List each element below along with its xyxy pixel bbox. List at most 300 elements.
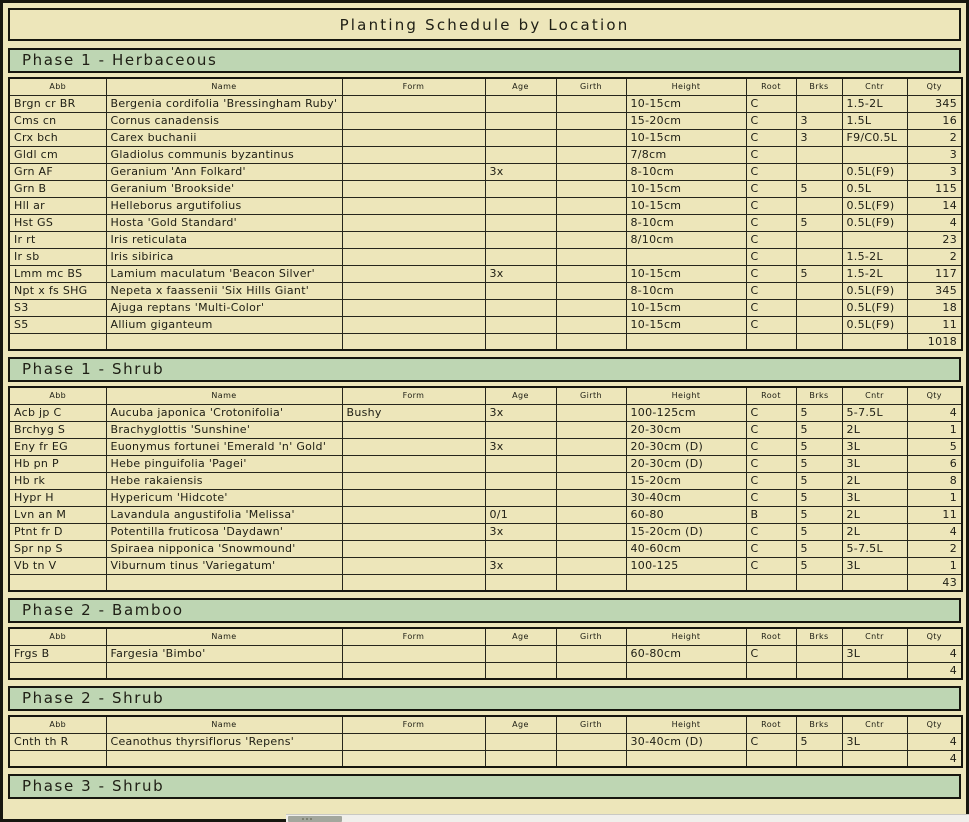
table-cell-root: C	[746, 146, 796, 163]
column-header-height: Height	[626, 387, 746, 404]
table-cell-abb: Grn AF	[9, 163, 106, 180]
table-cell-name: Lavandula angustifolia 'Melissa'	[106, 506, 342, 523]
table-cell-form	[342, 129, 485, 146]
table-cell-cntr: 0.5L(F9)	[842, 282, 907, 299]
table-cell-name: Gladiolus communis byzantinus	[106, 146, 342, 163]
table-cell-empty	[106, 333, 342, 350]
table-cell-empty	[9, 662, 106, 679]
table-cell-empty	[796, 750, 842, 767]
table-cell-form	[342, 455, 485, 472]
table-cell-abb: Acb jp C	[9, 404, 106, 421]
table-row	[9, 404, 962, 421]
column-header-cntr: Cntr	[842, 716, 907, 733]
column-header-root: Root	[746, 78, 796, 95]
table-cell-cntr: 3L	[842, 438, 907, 455]
table-cell-age: 3x	[485, 438, 556, 455]
column-header-girth: Girth	[556, 716, 626, 733]
table-cell-root: C	[746, 316, 796, 333]
table-cell-empty	[342, 662, 485, 679]
table-cell-girth	[556, 180, 626, 197]
section-header-phase-2-bamboo: Phase 2 - Bamboo	[8, 598, 961, 623]
table-cell-cntr: 0.5L(F9)	[842, 299, 907, 316]
table-cell-age	[485, 180, 556, 197]
table-cell-girth	[556, 455, 626, 472]
table-cell-empty	[485, 750, 556, 767]
table-cell-root: C	[746, 438, 796, 455]
table-cell-girth	[556, 733, 626, 750]
schedule-table-phase-1-shrub	[8, 386, 963, 592]
table-row	[9, 112, 962, 129]
table-cell-root: C	[746, 95, 796, 112]
table-cell-name: Geranium 'Ann Folkard'	[106, 163, 342, 180]
table-cell-age	[485, 733, 556, 750]
schedule-table-phase-2-shrub	[8, 715, 963, 768]
table-cell-qty: 117	[907, 265, 962, 282]
table-row	[9, 645, 962, 662]
column-header-girth: Girth	[556, 78, 626, 95]
table-cell-empty	[746, 574, 796, 591]
table-cell-height: 20-30cm	[626, 421, 746, 438]
table-cell-height: 15-20cm (D)	[626, 523, 746, 540]
table-cell-empty	[9, 333, 106, 350]
table-cell-name: Spiraea nipponica 'Snowmound'	[106, 540, 342, 557]
table-cell-abb: Brchyg S	[9, 421, 106, 438]
table-cell-girth	[556, 404, 626, 421]
table-cell-form	[342, 523, 485, 540]
table-row	[9, 557, 962, 574]
table-cell-girth	[556, 214, 626, 231]
column-header-row	[9, 628, 962, 645]
table-cell-girth	[556, 506, 626, 523]
page-title	[8, 8, 961, 41]
table-cell-root: C	[746, 129, 796, 146]
table-cell-name: Aucuba japonica 'Crotonifolia'	[106, 404, 342, 421]
table-cell-height: 10-15cm	[626, 197, 746, 214]
table-row	[9, 129, 962, 146]
table-cell-cntr	[842, 146, 907, 163]
table-cell-cntr: 2L	[842, 421, 907, 438]
table-cell-qty: 4	[907, 404, 962, 421]
column-header-abb: Abb	[9, 387, 106, 404]
table-cell-cntr: F9/C0.5L	[842, 129, 907, 146]
table-cell-root: C	[746, 299, 796, 316]
column-header-cntr: Cntr	[842, 628, 907, 645]
table-cell-empty	[106, 750, 342, 767]
scrollbar-grip-icon	[302, 818, 314, 820]
table-cell-girth	[556, 265, 626, 282]
table-cell-brks: 5	[796, 214, 842, 231]
table-cell-age	[485, 540, 556, 557]
table-cell-height: 8-10cm	[626, 282, 746, 299]
table-cell-girth	[556, 112, 626, 129]
table-cell-root: C	[746, 163, 796, 180]
page-title-text: Planting Schedule by Location	[339, 15, 630, 34]
table-cell-empty	[746, 662, 796, 679]
column-header-height: Height	[626, 78, 746, 95]
table-cell-height: 10-15cm	[626, 95, 746, 112]
table-cell-name: Iris sibirica	[106, 248, 342, 265]
table-cell-qty: 2	[907, 540, 962, 557]
column-header-abb: Abb	[9, 716, 106, 733]
table-cell-qty: 4	[907, 214, 962, 231]
table-cell-abb: S5	[9, 316, 106, 333]
table-cell-cntr: 1.5-2L	[842, 95, 907, 112]
table-row	[9, 506, 962, 523]
table-cell-age	[485, 197, 556, 214]
table-cell-cntr: 3L	[842, 645, 907, 662]
table-cell-height: 10-15cm	[626, 265, 746, 282]
column-header-form: Form	[342, 387, 485, 404]
table-cell-brks	[796, 95, 842, 112]
table-cell-qty: 2	[907, 129, 962, 146]
table-cell-empty	[796, 662, 842, 679]
table-cell-height: 8/10cm	[626, 231, 746, 248]
table-cell-girth	[556, 95, 626, 112]
table-cell-height: 20-30cm (D)	[626, 455, 746, 472]
table-cell-cntr: 0.5L(F9)	[842, 316, 907, 333]
table-cell-empty	[626, 750, 746, 767]
table-cell-age	[485, 129, 556, 146]
table-cell-form	[342, 645, 485, 662]
table-cell-height: 7/8cm	[626, 146, 746, 163]
table-cell-empty	[626, 574, 746, 591]
table-cell-empty	[485, 333, 556, 350]
table-cell-age: 3x	[485, 163, 556, 180]
column-header-name: Name	[106, 387, 342, 404]
column-header-girth: Girth	[556, 628, 626, 645]
table-cell-qty: 6	[907, 455, 962, 472]
table-cell-name: Ajuga reptans 'Multi-Color'	[106, 299, 342, 316]
table-cell-girth	[556, 438, 626, 455]
table-cell-root: C	[746, 265, 796, 282]
table-cell-height: 10-15cm	[626, 129, 746, 146]
table-cell-age	[485, 299, 556, 316]
table-cell-root: C	[746, 489, 796, 506]
table-cell-qty: 14	[907, 197, 962, 214]
table-cell-cntr: 1.5-2L	[842, 265, 907, 282]
table-cell-root: C	[746, 645, 796, 662]
table-cell-height	[626, 248, 746, 265]
table-cell-abb: Cms cn	[9, 112, 106, 129]
table-cell-empty	[842, 574, 907, 591]
table-cell-height: 30-40cm	[626, 489, 746, 506]
table-cell-cntr	[842, 231, 907, 248]
table-cell-empty	[842, 750, 907, 767]
table-cell-girth	[556, 146, 626, 163]
table-cell-brks: 5	[796, 557, 842, 574]
table-row	[9, 421, 962, 438]
table-row	[9, 248, 962, 265]
table-cell-qty: 115	[907, 180, 962, 197]
table-cell-age	[485, 472, 556, 489]
column-header-name: Name	[106, 78, 342, 95]
table-cell-form	[342, 197, 485, 214]
table-cell-form	[342, 472, 485, 489]
table-cell-cntr: 0.5L(F9)	[842, 214, 907, 231]
table-cell-age	[485, 455, 556, 472]
table-cell-girth	[556, 523, 626, 540]
table-cell-name: Iris reticulata	[106, 231, 342, 248]
table-cell-height: 8-10cm	[626, 214, 746, 231]
table-cell-qty: 3	[907, 163, 962, 180]
scrollbar-thumb[interactable]	[288, 816, 342, 822]
table-cell-brks: 5	[796, 472, 842, 489]
table-cell-name: Potentilla fruticosa 'Daydawn'	[106, 523, 342, 540]
table-cell-girth	[556, 421, 626, 438]
column-header-root: Root	[746, 716, 796, 733]
table-cell-abb: Brgn cr BR	[9, 95, 106, 112]
table-cell-age: 3x	[485, 265, 556, 282]
table-cell-empty	[842, 333, 907, 350]
column-header-row	[9, 716, 962, 733]
table-cell-girth	[556, 540, 626, 557]
column-header-girth: Girth	[556, 387, 626, 404]
table-cell-age	[485, 231, 556, 248]
table-cell-qty: 5	[907, 438, 962, 455]
table-cell-brks	[796, 299, 842, 316]
table-cell-form	[342, 421, 485, 438]
table-cell-empty	[106, 662, 342, 679]
table-cell-girth	[556, 197, 626, 214]
table-cell-cntr: 3L	[842, 557, 907, 574]
table-cell-cntr: 5-7.5L	[842, 404, 907, 421]
table-cell-brks: 3	[796, 129, 842, 146]
table-cell-root: C	[746, 523, 796, 540]
table-cell-abb: Crx bch	[9, 129, 106, 146]
table-cell-brks: 5	[796, 733, 842, 750]
table-cell-height: 100-125	[626, 557, 746, 574]
table-cell-abb: Ir rt	[9, 231, 106, 248]
table-row	[9, 163, 962, 180]
total-qty: 4	[907, 662, 962, 679]
table-cell-girth	[556, 231, 626, 248]
table-row	[9, 438, 962, 455]
table-row	[9, 523, 962, 540]
table-cell-root: C	[746, 472, 796, 489]
table-cell-qty: 345	[907, 282, 962, 299]
table-cell-qty: 11	[907, 316, 962, 333]
table-cell-brks: 3	[796, 112, 842, 129]
table-cell-brks	[796, 231, 842, 248]
table-cell-brks: 5	[796, 506, 842, 523]
table-cell-age: 3x	[485, 523, 556, 540]
table-cell-name: Bergenia cordifolia 'Bressingham Ruby'	[106, 95, 342, 112]
table-cell-empty	[342, 333, 485, 350]
table-cell-abb: Frgs B	[9, 645, 106, 662]
table-cell-abb: Gldl cm	[9, 146, 106, 163]
schedule-table-phase-2-bamboo	[8, 627, 963, 680]
table-cell-form	[342, 112, 485, 129]
table-cell-height: 20-30cm (D)	[626, 438, 746, 455]
table-cell-brks: 5	[796, 455, 842, 472]
table-cell-cntr: 0.5L(F9)	[842, 197, 907, 214]
table-cell-brks	[796, 248, 842, 265]
column-header-qty: Qty	[907, 628, 962, 645]
column-header-row	[9, 78, 962, 95]
table-cell-qty: 23	[907, 231, 962, 248]
table-cell-brks	[796, 645, 842, 662]
table-cell-girth	[556, 299, 626, 316]
table-cell-cntr: 3L	[842, 733, 907, 750]
table-cell-name: Hosta 'Gold Standard'	[106, 214, 342, 231]
table-cell-name: Carex buchanii	[106, 129, 342, 146]
section-header-phase-3-shrub: Phase 3 - Shrub	[8, 774, 961, 799]
table-cell-form: Bushy	[342, 404, 485, 421]
total-row	[9, 333, 962, 350]
table-row	[9, 231, 962, 248]
table-cell-form	[342, 146, 485, 163]
table-cell-brks: 5	[796, 180, 842, 197]
table-cell-girth	[556, 282, 626, 299]
table-cell-qty: 8	[907, 472, 962, 489]
table-cell-form	[342, 163, 485, 180]
total-qty: 1018	[907, 333, 962, 350]
table-cell-height: 15-20cm	[626, 112, 746, 129]
table-cell-empty	[556, 662, 626, 679]
table-cell-age: 3x	[485, 404, 556, 421]
column-header-qty: Qty	[907, 78, 962, 95]
table-cell-empty	[342, 750, 485, 767]
table-cell-age: 3x	[485, 557, 556, 574]
table-row	[9, 282, 962, 299]
column-header-form: Form	[342, 628, 485, 645]
table-cell-height: 30-40cm (D)	[626, 733, 746, 750]
table-cell-brks: 5	[796, 404, 842, 421]
table-cell-height: 60-80	[626, 506, 746, 523]
table-cell-form	[342, 231, 485, 248]
table-cell-empty	[556, 333, 626, 350]
table-cell-abb: Grn B	[9, 180, 106, 197]
table-cell-brks: 5	[796, 523, 842, 540]
table-cell-form	[342, 299, 485, 316]
column-header-row	[9, 387, 962, 404]
column-header-age: Age	[485, 628, 556, 645]
schedule-table-phase-1-herbaceous	[8, 77, 963, 351]
table-cell-cntr: 2L	[842, 506, 907, 523]
table-cell-empty	[842, 662, 907, 679]
table-cell-brks	[796, 163, 842, 180]
table-cell-cntr: 1.5-2L	[842, 248, 907, 265]
table-cell-qty: 18	[907, 299, 962, 316]
table-cell-name: Viburnum tinus 'Variegatum'	[106, 557, 342, 574]
table-cell-qty: 345	[907, 95, 962, 112]
table-cell-root: C	[746, 180, 796, 197]
column-header-height: Height	[626, 716, 746, 733]
column-header-name: Name	[106, 716, 342, 733]
table-row	[9, 95, 962, 112]
table-cell-root: C	[746, 214, 796, 231]
table-cell-abb: Spr np S	[9, 540, 106, 557]
column-header-qty: Qty	[907, 387, 962, 404]
table-cell-name: Brachyglottis 'Sunshine'	[106, 421, 342, 438]
table-cell-brks	[796, 316, 842, 333]
table-cell-age	[485, 645, 556, 662]
table-cell-root: C	[746, 455, 796, 472]
table-cell-abb: Lvn an M	[9, 506, 106, 523]
table-cell-height: 10-15cm	[626, 316, 746, 333]
table-cell-abb: Ir sb	[9, 248, 106, 265]
column-header-brks: Brks	[796, 628, 842, 645]
table-cell-age	[485, 316, 556, 333]
table-cell-empty	[626, 662, 746, 679]
table-cell-age	[485, 214, 556, 231]
table-cell-empty	[796, 333, 842, 350]
table-cell-empty	[556, 750, 626, 767]
table-cell-abb: Hb rk	[9, 472, 106, 489]
column-header-height: Height	[626, 628, 746, 645]
total-row	[9, 750, 962, 767]
table-cell-empty	[485, 574, 556, 591]
table-cell-cntr: 2L	[842, 523, 907, 540]
table-cell-abb: Cnth th R	[9, 733, 106, 750]
table-cell-abb: Ptnt fr D	[9, 523, 106, 540]
table-cell-form	[342, 506, 485, 523]
table-cell-height: 10-15cm	[626, 299, 746, 316]
column-header-cntr: Cntr	[842, 387, 907, 404]
table-cell-abb: Vb tn V	[9, 557, 106, 574]
table-cell-form	[342, 438, 485, 455]
table-cell-root: C	[746, 421, 796, 438]
table-cell-form	[342, 180, 485, 197]
table-cell-height: 100-125cm	[626, 404, 746, 421]
table-cell-girth	[556, 163, 626, 180]
table-row	[9, 214, 962, 231]
table-row	[9, 455, 962, 472]
table-cell-root: C	[746, 557, 796, 574]
table-cell-girth	[556, 557, 626, 574]
table-cell-name: Helleborus argutifolius	[106, 197, 342, 214]
table-cell-name: Ceanothus thyrsiflorus 'Repens'	[106, 733, 342, 750]
horizontal-scrollbar[interactable]	[286, 814, 969, 822]
table-cell-qty: 1	[907, 489, 962, 506]
table-cell-age	[485, 112, 556, 129]
total-qty: 43	[907, 574, 962, 591]
table-cell-name: Hebe pinguifolia 'Pagei'	[106, 455, 342, 472]
table-cell-height: 40-60cm	[626, 540, 746, 557]
table-cell-cntr: 0.5L(F9)	[842, 163, 907, 180]
table-cell-qty: 2	[907, 248, 962, 265]
table-cell-girth	[556, 472, 626, 489]
column-header-form: Form	[342, 78, 485, 95]
table-cell-name: Cornus canadensis	[106, 112, 342, 129]
table-row	[9, 299, 962, 316]
table-cell-brks: 5	[796, 489, 842, 506]
table-row	[9, 180, 962, 197]
table-cell-height: 60-80cm	[626, 645, 746, 662]
table-cell-form	[342, 733, 485, 750]
column-header-brks: Brks	[796, 78, 842, 95]
table-cell-empty	[626, 333, 746, 350]
table-cell-cntr: 3L	[842, 489, 907, 506]
table-row	[9, 316, 962, 333]
table-cell-qty: 4	[907, 733, 962, 750]
table-cell-form	[342, 282, 485, 299]
table-row	[9, 733, 962, 750]
table-cell-name: Fargesia 'Bimbo'	[106, 645, 342, 662]
table-cell-form	[342, 265, 485, 282]
table-cell-girth	[556, 248, 626, 265]
table-cell-name: Geranium 'Brookside'	[106, 180, 342, 197]
table-cell-root: C	[746, 733, 796, 750]
total-qty: 4	[907, 750, 962, 767]
table-cell-height: 10-15cm	[626, 180, 746, 197]
table-cell-qty: 11	[907, 506, 962, 523]
table-row	[9, 146, 962, 163]
table-row	[9, 489, 962, 506]
table-cell-height: 15-20cm	[626, 472, 746, 489]
table-cell-root: B	[746, 506, 796, 523]
table-cell-age	[485, 146, 556, 163]
